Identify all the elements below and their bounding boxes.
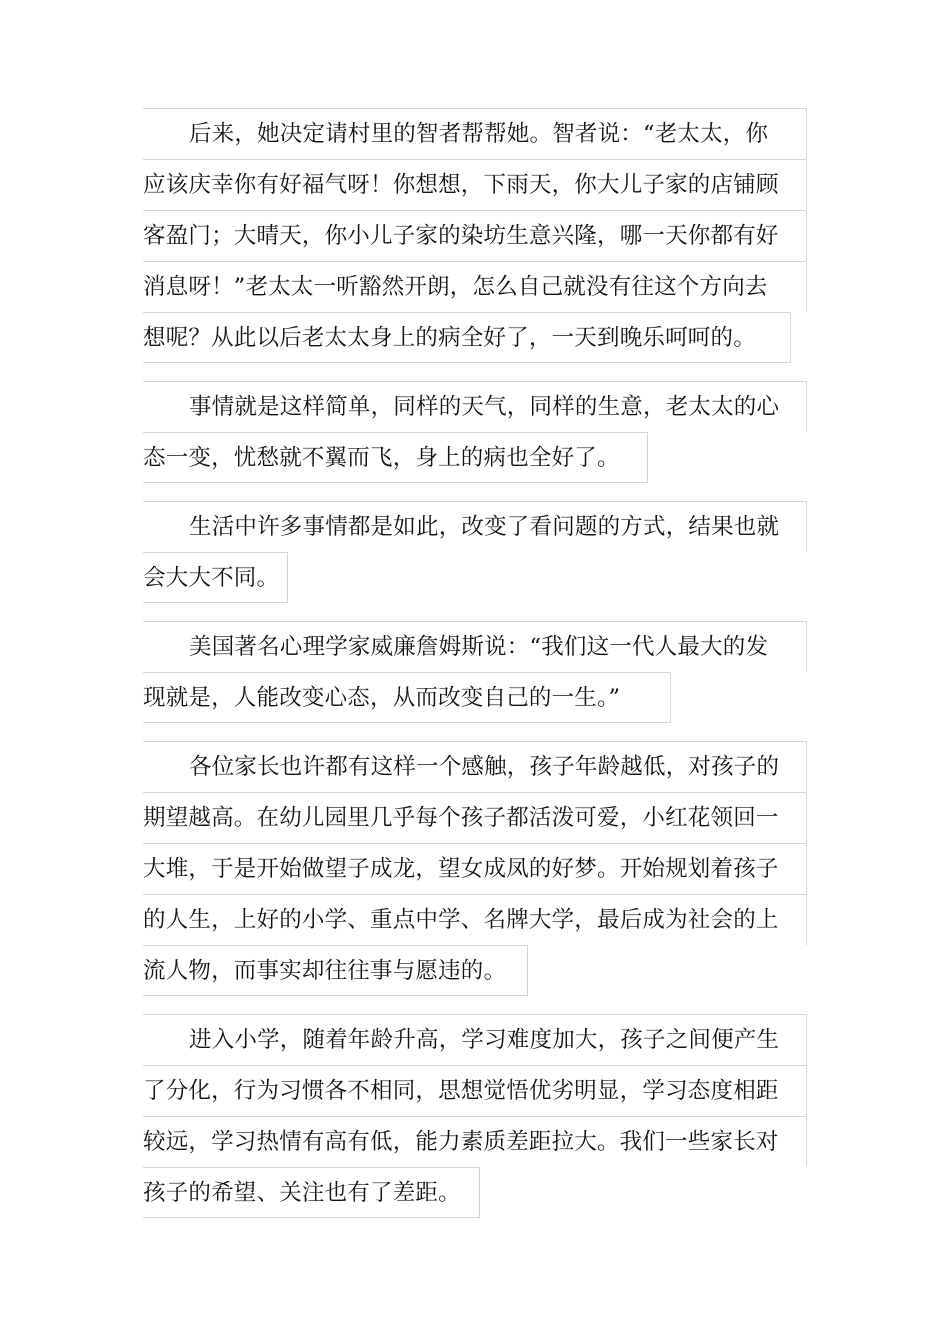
paragraph (143, 741, 807, 996)
text-line: 期望越高。在幼儿园里几乎每个孩子都活泼可爱，小红花领回一 (143, 792, 807, 843)
text-line: 各位家长也许都有这样一个感触，孩子年龄越低，对孩子的 (143, 741, 807, 792)
text-line: 客盈门；大晴天，你小儿子家的染坊生意兴隆，哪一天你都有好 (143, 210, 807, 261)
text-line: 现就是，人能改变心态，从而改变自己的一生。” (143, 672, 671, 723)
paragraph (143, 501, 807, 603)
text-line: 流人物，而事实却往往事与愿违的。 (143, 945, 528, 996)
text-line: 事情就是这样简单，同样的天气，同样的生意，老太太的心 (143, 381, 807, 432)
text-line: 消息呀！”老太太一听豁然开朗，怎么自己就没有往这个方向去 (143, 261, 807, 312)
text-line: 孩子的希望、关注也有了差距。 (143, 1167, 480, 1218)
text-line: 较远，学习热情有高有低，能力素质差距拉大。我们一些家长对 (143, 1116, 807, 1167)
text-line: 进入小学，随着年龄升高，学习难度加大，孩子之间便产生 (143, 1014, 807, 1065)
text-line: 想呢？从此以后老太太身上的病全好了，一天到晚乐呵呵的。 (143, 312, 791, 363)
paragraph (143, 1014, 807, 1218)
text-line: 了分化，行为习惯各不相同，思想觉悟优劣明显，学习态度相距 (143, 1065, 807, 1116)
paragraph (143, 108, 807, 363)
paragraph (143, 621, 807, 723)
text-line: 美国著名心理学家威廉詹姆斯说：“我们这一代人最大的发 (143, 621, 807, 672)
text-line: 后来，她决定请村里的智者帮帮她。智者说：“老太太，你 (143, 108, 807, 159)
text-line: 态一变，忧愁就不翼而飞，身上的病也全好了。 (143, 432, 648, 483)
text-line: 应该庆幸你有好福气呀！你想想，下雨天，你大儿子家的店铺顾 (143, 159, 807, 210)
text-line: 的人生，上好的小学、重点中学、名牌大学，最后成为社会的上 (143, 894, 807, 945)
text-line: 生活中许多事情都是如此，改变了看问题的方式，结果也就 (143, 501, 807, 552)
text-line: 会大大不同。 (143, 552, 288, 603)
text-line: 大堆，于是开始做望子成龙，望女成凤的好梦。开始规划着孩子 (143, 843, 807, 894)
paragraph (143, 381, 807, 483)
document-page (143, 108, 807, 1236)
